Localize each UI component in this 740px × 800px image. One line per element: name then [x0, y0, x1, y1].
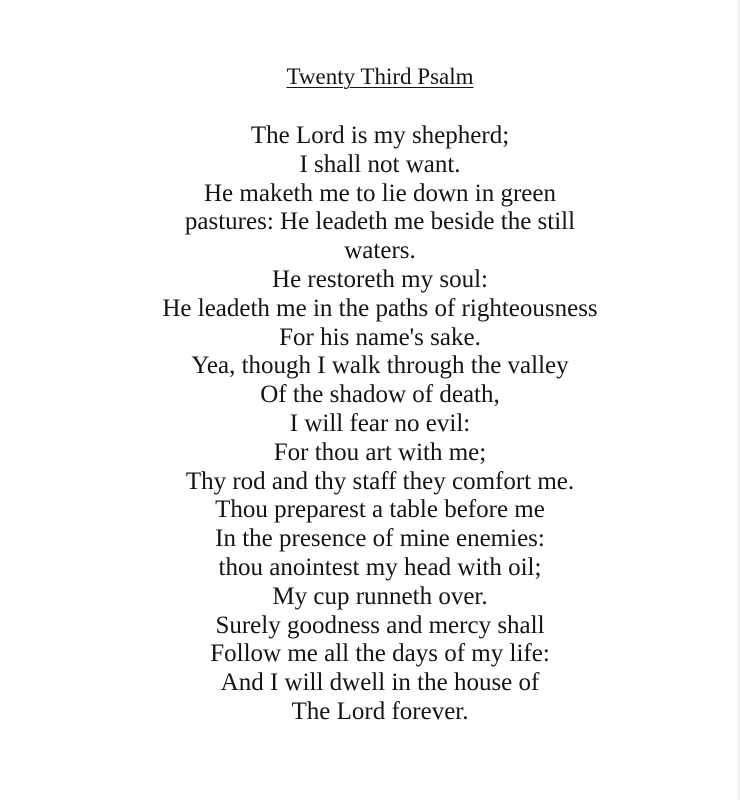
poem-line: For his name's sake. — [279, 323, 481, 351]
poem-line: waters. — [344, 237, 416, 265]
poem-line: Surely goodness and mercy shall — [215, 611, 545, 639]
poem-line: Thy rod and thy staff they comfort me. — [185, 467, 575, 495]
poem-line: Thou preparest a table before me — [215, 496, 545, 524]
poem-line: For thou art with me; — [273, 438, 487, 466]
poem-line: He restoreth my soul: — [272, 265, 488, 293]
poem-line: The Lord forever. — [291, 697, 469, 725]
poem-line: Yea, though I walk through the valley — [191, 352, 569, 380]
poem-line: In the presence of mine enemies: — [215, 525, 545, 553]
poem-line: I will fear no evil: — [289, 409, 471, 437]
poem-line: My cup runneth over. — [272, 582, 488, 610]
poem-line: Of the shadow of death, — [260, 381, 500, 409]
poem-line: I shall not want. — [299, 150, 461, 178]
poem-body — [0, 122, 740, 727]
poem-line: And I will dwell in the house of — [220, 669, 540, 697]
poem-line: He leadeth me in the paths of righteousness — [162, 294, 598, 322]
poem-line: pastures: He leadeth me beside the still — [184, 208, 576, 236]
document-title: Twenty Third Psalm — [286, 64, 474, 89]
poem-line: The Lord is my shepherd; — [250, 122, 510, 149]
poem-line: Follow me all the days of my life: — [210, 640, 550, 668]
poem-line: thou anointest my head with oil; — [218, 553, 542, 581]
poem-line: He maketh me to lie down in green — [204, 179, 556, 207]
